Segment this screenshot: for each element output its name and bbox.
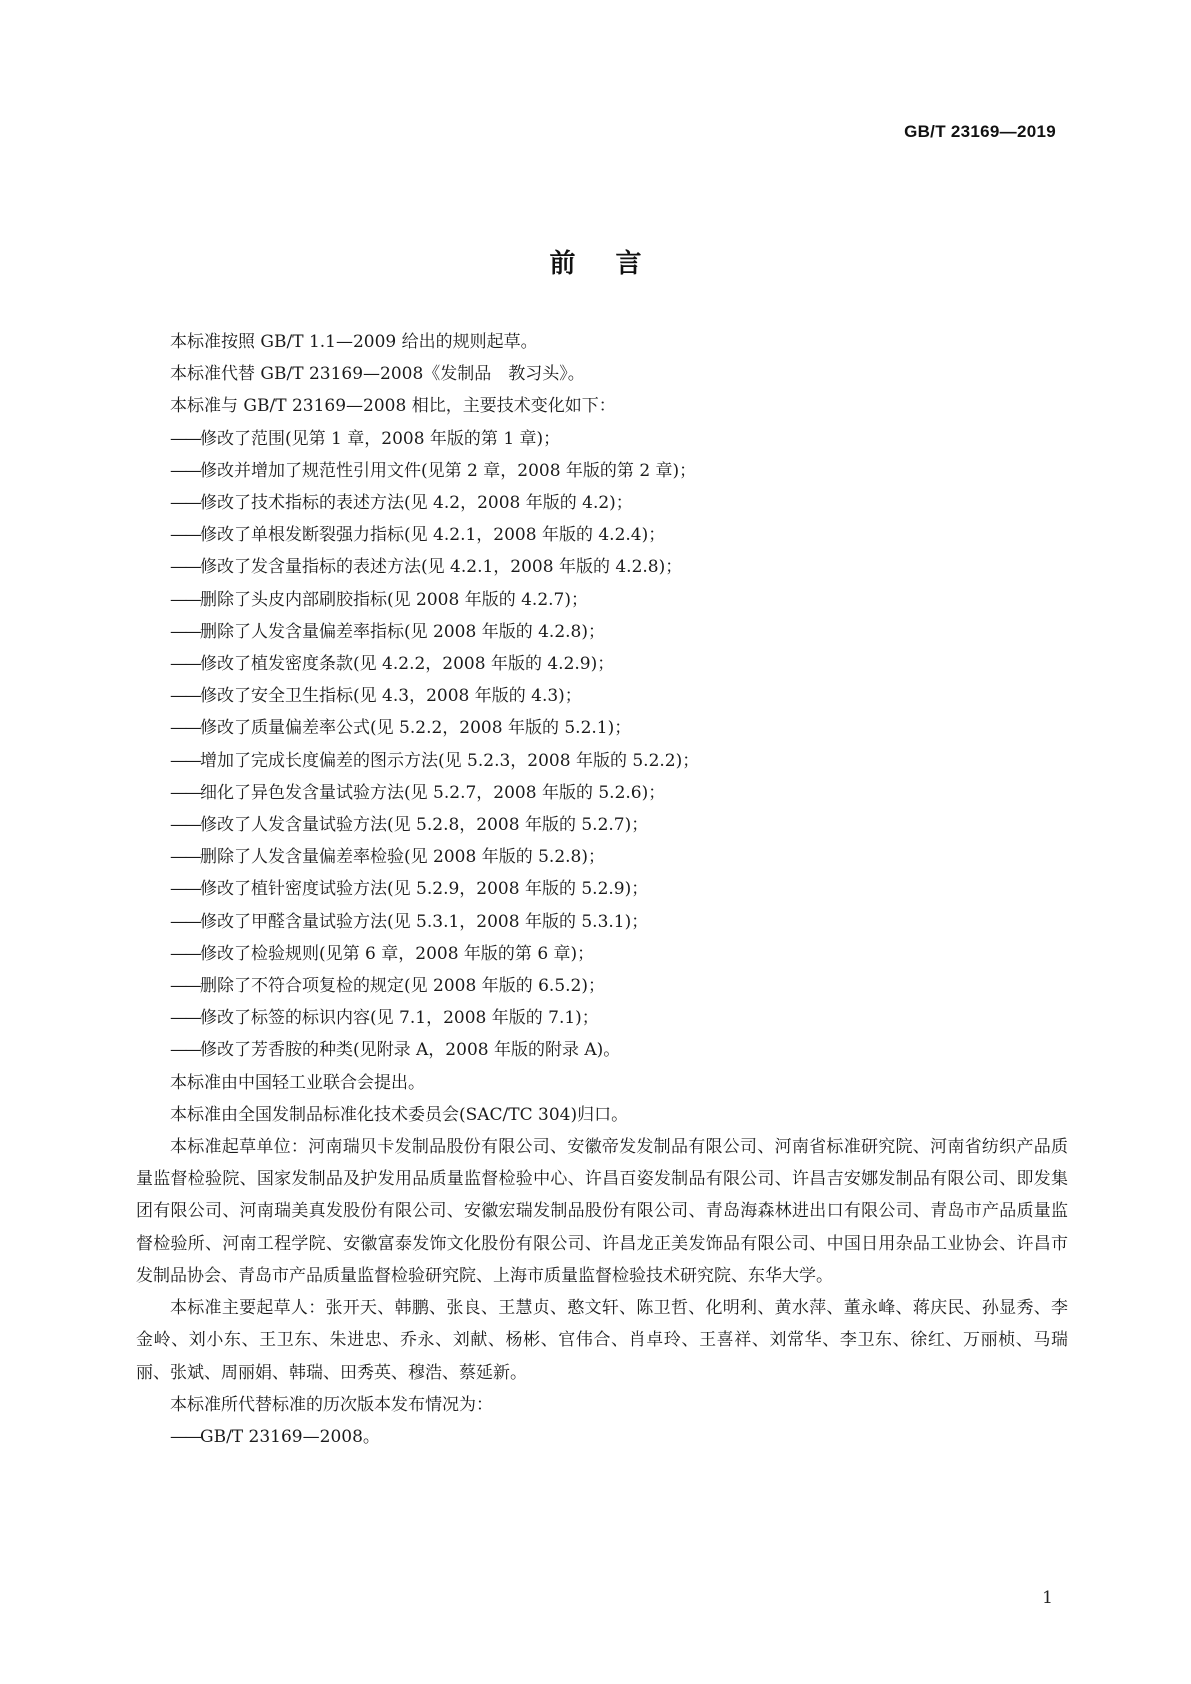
committee-paragraph: 本标准由全国发制品标准化技术委员会(SAC/TC 304)归口。 bbox=[170, 1104, 629, 1125]
change-item: ——修改了人发含量试验方法(见 5.2.8，2008 年版的 5.2.7)； bbox=[136, 809, 1068, 841]
dash-mark: —— bbox=[170, 718, 200, 739]
dash-mark: —— bbox=[170, 1008, 200, 1029]
change-item: ——增加了完成长度偏差的图示方法(见 5.2.3，2008 年版的 5.2.2)； bbox=[136, 745, 1068, 777]
dash-mark: —— bbox=[170, 460, 200, 481]
drafters-paragraph: 本标准主要起草人：张开天、韩鹏、张良、王慧贞、憨文轩、陈卫哲、化明利、黄水萍、董永峰、蒋庆民、孙显秀、李金岭、刘小东、王卫东、朱进忠、乔永、刘献、杨彬、官伟合、肖卓玲、王喜祥、刘常华、李卫东、徐红、万丽桢、马瑞丽、张斌、周丽娟、韩瑞、田秀英、穆浩、蔡延新。 bbox=[136, 1298, 1068, 1383]
change-item: ——修改了技术指标的表述方法(见 4.2，2008 年版的 4.2)； bbox=[136, 487, 1068, 519]
dash-mark: —— bbox=[170, 879, 200, 900]
change-item: ——删除了头皮内部刷胶指标(见 2008 年版的 4.2.7)； bbox=[136, 584, 1068, 616]
replacement-paragraph: 本标准代替 GB/T 23169—2008《发制品 教习头》。 bbox=[170, 364, 585, 385]
change-item: ——修改了植针密度试验方法(见 5.2.9，2008 年版的 5.2.9)； bbox=[136, 873, 1068, 905]
change-item: ——修改了安全卫生指标(见 4.3，2008 年版的 4.3)； bbox=[136, 680, 1068, 712]
dash-mark: —— bbox=[170, 589, 200, 610]
standard-code: GB/T 23169—2019 bbox=[904, 122, 1056, 141]
change-item: ——修改了标签的标识内容(见 7.1，2008 年版的 7.1)； bbox=[136, 1002, 1068, 1034]
change-item: ——删除了不符合项复检的规定(见 2008 年版的 6.5.2)； bbox=[136, 970, 1068, 1002]
change-item: ——修改了发含量指标的表述方法(见 4.2.1，2008 年版的 4.2.8)； bbox=[136, 551, 1068, 583]
dash-mark: —— bbox=[170, 428, 200, 449]
change-item: ——删除了人发含量偏差率指标(见 2008 年版的 4.2.8)； bbox=[136, 616, 1068, 648]
change-item: ——修改了芳香胺的种类(见附录 A，2008 年版的附录 A)。 bbox=[136, 1034, 1068, 1066]
drafting-rules-paragraph: 本标准按照 GB/T 1.1—2009 给出的规则起草。 bbox=[170, 332, 538, 352]
changes-intro-paragraph: 本标准与 GB/T 23169—2008 相比，主要技术变化如下： bbox=[170, 396, 616, 417]
dash-mark: —— bbox=[170, 686, 200, 707]
history-intro-paragraph: 本标准所代替标准的历次版本发布情况为： bbox=[170, 1394, 493, 1415]
dash-mark: —— bbox=[170, 493, 200, 514]
change-item: ——修改了植发密度条款(见 4.2.2，2008 年版的 4.2.9)； bbox=[136, 648, 1068, 680]
dash-mark: —— bbox=[170, 557, 200, 578]
changes-list bbox=[136, 423, 1068, 1067]
change-item: ——修改了质量偏差率公式(见 5.2.2，2008 年版的 5.2.1)； bbox=[136, 712, 1068, 744]
change-item: ——细化了异色发含量试验方法(见 5.2.7，2008 年版的 5.2.6)； bbox=[136, 777, 1068, 809]
dash-mark: —— bbox=[170, 815, 200, 836]
change-item: ——修改并增加了规范性引用文件(见第 2 章，2008 年版的第 2 章)； bbox=[136, 455, 1068, 487]
page-title: 前言 bbox=[549, 249, 682, 280]
dash-mark: —— bbox=[170, 1040, 200, 1061]
proposer-paragraph: 本标准由中国轻工业联合会提出。 bbox=[170, 1072, 425, 1093]
history-item: ——GB/T 23169—2008。 bbox=[136, 1421, 1068, 1453]
dash-mark: —— bbox=[170, 654, 200, 675]
change-item: ——修改了检验规则(见第 6 章，2008 年版的第 6 章)； bbox=[136, 938, 1068, 970]
change-item: ——修改了单根发断裂强力指标(见 4.2.1，2008 年版的 4.2.4)； bbox=[136, 519, 1068, 551]
dash-mark: —— bbox=[170, 525, 200, 546]
drafting-units-paragraph: 本标准起草单位：河南瑞贝卡发制品股份有限公司、安徽帝发发制品有限公司、河南省标准研究院、河南省纺织产品质量监督检验院、国家发制品及护发用品质量监督检验中心、许昌百姿发制品有限公司、许昌吉安娜发制品有限公司、即发集团有限公司、河南瑞美真发股份有限公司、安徽宏瑞发制品股份有限公司、青岛海森林进出口有限公司、青岛市产品质量监督检验所、河南工程学院、安徽富泰发饰文化股份有限公司、许昌龙正美发饰品有限公司、中国日用杂品工业协会、许昌市发制品协会、青岛市产品质量监督检验研究院、上海市质量监督检验技术研究院、东华大学。 bbox=[136, 1137, 1068, 1286]
dash-mark: —— bbox=[170, 847, 200, 868]
page-number: 1 bbox=[1042, 1588, 1053, 1608]
foreword-body bbox=[136, 326, 1068, 1453]
change-item: ——删除了人发含量偏差率检验(见 2008 年版的 5.2.8)； bbox=[136, 841, 1068, 873]
change-item: ——修改了甲醛含量试验方法(见 5.3.1，2008 年版的 5.3.1)； bbox=[136, 906, 1068, 938]
dash-mark: —— bbox=[170, 976, 200, 997]
dash-mark: —— bbox=[170, 782, 200, 803]
change-item: ——修改了范围(见第 1 章，2008 年版的第 1 章)； bbox=[136, 423, 1068, 455]
dash-mark: —— bbox=[170, 943, 200, 964]
dash-mark: —— bbox=[170, 750, 200, 771]
dash-mark: —— bbox=[170, 1426, 200, 1447]
dash-mark: —— bbox=[170, 911, 200, 932]
dash-mark: —— bbox=[170, 621, 200, 642]
